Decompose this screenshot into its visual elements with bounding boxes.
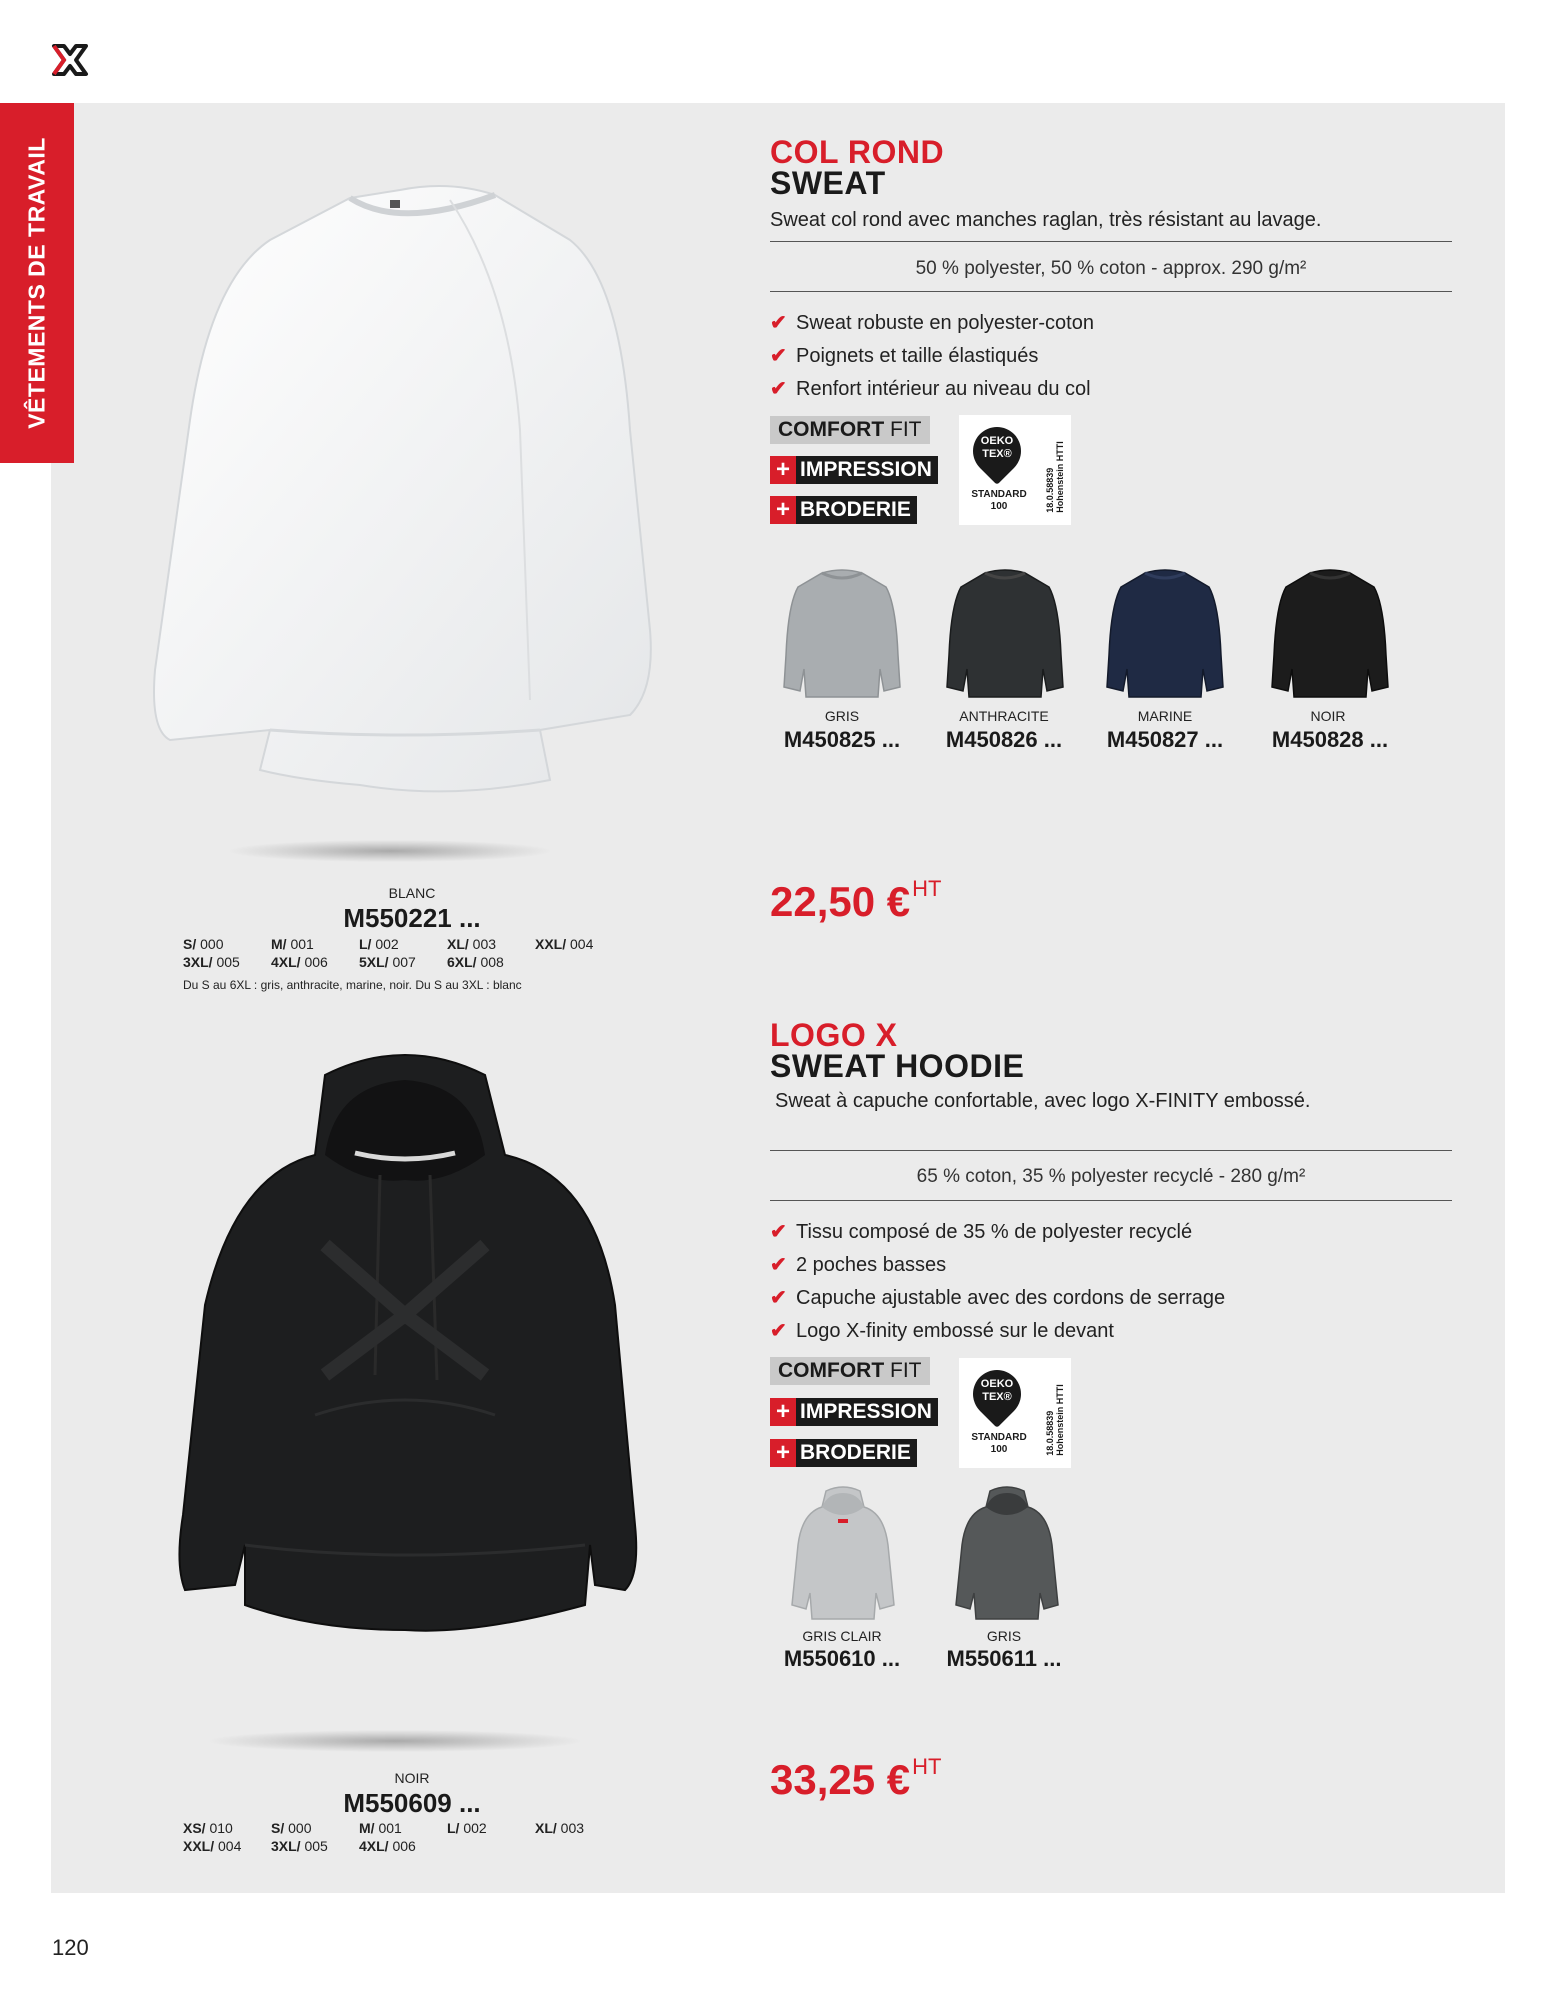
variant-code[interactable]: M450827 ...: [1106, 727, 1224, 752]
check-icon: ✔: [770, 1254, 787, 1276]
product1-main-image: [150, 170, 670, 810]
check-icon: ✔: [770, 1287, 787, 1309]
feature-item: ✔ Poignets et taille élastiqués: [770, 345, 1039, 367]
size-item: L/ 002: [447, 1820, 487, 1836]
check-icon: ✔: [770, 312, 787, 334]
size-item: S/ 000: [271, 1820, 312, 1836]
size-item: 4XL/ 006: [271, 954, 328, 970]
size-item: M/ 001: [359, 1820, 402, 1836]
feature-item: ✔ Renfort intérieur au niveau du col: [770, 378, 1091, 400]
broderie-badge: + BRODERIE: [770, 1439, 917, 1467]
page-number: 120: [52, 1935, 89, 1960]
variant-gris-image[interactable]: [782, 565, 902, 705]
check-icon: ✔: [770, 345, 787, 367]
product1-price: 22,50 €$^{HT}$: [770, 876, 942, 925]
variant-code[interactable]: M450828 ...: [1271, 727, 1389, 752]
plus-icon: +: [770, 456, 796, 484]
size-item: 3XL/ 005: [183, 954, 240, 970]
variant-anthracite-image[interactable]: [945, 565, 1065, 705]
divider: [770, 241, 1452, 242]
variant-color-label: NOIR: [1310, 708, 1346, 724]
variant-code[interactable]: M450826 ...: [945, 727, 1063, 752]
size-note: Du S au 6XL : gris, anthracite, marine, noir. Du S au 3XL : blanc: [183, 978, 522, 992]
variant-marine-image[interactable]: [1105, 565, 1225, 705]
size-item: L/ 002: [359, 936, 399, 952]
variant-code[interactable]: M450825 ...: [783, 727, 901, 752]
comfort-fit-badge: COMFORT FIT: [770, 416, 930, 444]
section-tab[interactable]: [0, 103, 74, 463]
size-item: XL/ 003: [535, 1820, 585, 1836]
impression-badge: + IMPRESSION: [770, 1398, 938, 1426]
divider: [770, 1200, 1452, 1201]
product1-composition: 50 % polyester, 50 % coton - approx. 290 g/m²: [915, 258, 1307, 279]
product2-main-code: M550609 ...: [343, 1788, 481, 1818]
size-item: XXL/ 004: [183, 1838, 242, 1854]
size-item: XS/ 010: [183, 1820, 233, 1836]
plus-icon: +: [770, 1398, 796, 1426]
product2-main-color: NOIR: [394, 1770, 430, 1786]
product2-title-red: LOGO X: [770, 1017, 898, 1053]
feature-item: ✔ Tissu composé de 35 % de polyester recyclé: [770, 1221, 1193, 1243]
variant-code[interactable]: M550610 ...: [783, 1646, 901, 1671]
brand-logo-icon: [50, 40, 90, 80]
product1-title-red: COL ROND: [770, 134, 945, 170]
feature-item: ✔ Capuche ajustable avec des cordons de serrage: [770, 1287, 1226, 1309]
size-item: 3XL/ 005: [271, 1838, 328, 1854]
product1-title-black: SWEAT: [770, 165, 886, 201]
divider: [770, 291, 1452, 292]
size-item: XL/ 003: [447, 936, 497, 952]
feature-item: ✔ Sweat robuste en polyester-coton: [770, 312, 1094, 334]
size-item: S/ 000: [183, 936, 224, 952]
oeko-tex-logo: OEKO TEX® STANDARD 100 18.0.58839 Hohenstein HTTI: [959, 1358, 1071, 1468]
product2-description: Sweat à capuche confortable, avec logo X-FINITY embossé.: [775, 1090, 1311, 1112]
section-tab-label: VÊTEMENTS DE TRAVAIL: [23, 137, 50, 429]
product1-main-code: M550221 ...: [343, 903, 481, 933]
variant-color-label: GRIS: [824, 708, 860, 724]
size-item: 4XL/ 006: [359, 1838, 416, 1854]
size-item: 5XL/ 007: [359, 954, 416, 970]
oeko-tex-logo: OEKO TEX® STANDARD 100 18.0.58839 Hohenstein HTTI: [959, 415, 1071, 525]
variant-color-label: GRIS: [986, 1628, 1022, 1644]
size-item: 6XL/ 008: [447, 954, 504, 970]
product2-shadow: [210, 1730, 580, 1752]
broderie-badge: + BRODERIE: [770, 496, 917, 524]
variant-gris-image[interactable]: [952, 1485, 1062, 1625]
variant-code[interactable]: M550611 ...: [946, 1646, 1062, 1671]
product1-shadow: [230, 840, 550, 862]
product2-price: 33,25 €$^{HT}$: [770, 1754, 942, 1803]
plus-icon: +: [770, 1439, 796, 1467]
size-item: XXL/ 004: [535, 936, 594, 952]
variant-color-label: ANTHRACITE: [959, 708, 1049, 724]
divider: [770, 1150, 1452, 1151]
check-icon: ✔: [770, 1221, 787, 1243]
product1-description: Sweat col rond avec manches raglan, très résistant au lavage.: [770, 209, 1322, 231]
feature-item: ✔ 2 poches basses: [770, 1254, 947, 1276]
product2-title-black: SWEAT HOODIE: [770, 1048, 1025, 1084]
product2-composition: 65 % coton, 35 % polyester recyclé - 280 g/m²: [916, 1166, 1306, 1187]
product1-main-color: BLANC: [388, 885, 436, 901]
variant-color-label: MARINE: [1137, 708, 1193, 724]
size-item: M/ 001: [271, 936, 314, 952]
check-icon: ✔: [770, 378, 787, 400]
comfort-fit-badge: COMFORT FIT: [770, 1357, 930, 1385]
check-icon: ✔: [770, 1320, 787, 1342]
variant-color-label: GRIS CLAIR: [802, 1628, 882, 1644]
product2-main-image: [175, 1045, 645, 1665]
variant-noir-image[interactable]: [1270, 565, 1390, 705]
impression-badge: + IMPRESSION: [770, 456, 938, 484]
plus-icon: +: [770, 496, 796, 524]
variant-gris-clair-image[interactable]: [788, 1485, 898, 1625]
feature-item: ✔ Logo X-finity embossé sur le devant: [770, 1320, 1114, 1342]
